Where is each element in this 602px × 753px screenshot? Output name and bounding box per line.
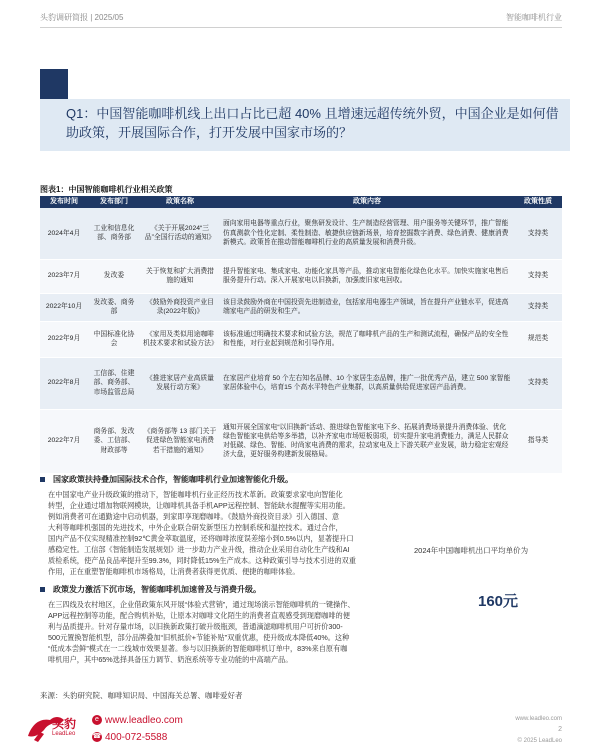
body-line: 大利等咖啡机强国的先进技术，中外企业联合研发新型压力控制系统和温控技术。通过合作， (48, 523, 343, 532)
header-right: 智能咖啡机行业 (506, 13, 562, 22)
body-line: 作用，正在重塑智能咖啡机市场格局，让消费者获得更优质、便捷的咖啡体验。 (48, 567, 300, 576)
header-left: 头豹调研简报 | 2025/05 (40, 13, 124, 22)
cell-type: 支持类 (514, 208, 562, 259)
brand-name: 头豹 (52, 717, 77, 731)
footer-website[interactable] (92, 715, 183, 726)
cell-content: 通知开展全国家电“以旧换新”活动、推进绿色智能家电下乡、拓展消费场景提升消费体验、优化绿色智能家电供给等多举措，以补齐家电市场短板弱项，切实提升家电消费能力，满足人民群众对低碳、绿色、智能、时尚家电消费的需求，拉动家电及上下游关联产业发展，助力稳定宏观经济大盘，更好服务构建新发展格局。 (220, 409, 514, 473)
cell-time: 2022年7月 (40, 409, 88, 473)
section-1-heading (40, 474, 293, 485)
cell-type: 支持类 (514, 259, 562, 293)
policy-table (40, 196, 562, 474)
header-divider (40, 27, 562, 28)
body-line: 国内产品不仅实现精准控制92℃黄金萃取温度，还将咖啡浓度误差缩小到0.5%以内，显著提升口 (48, 534, 354, 543)
cell-time: 2022年8月 (40, 357, 88, 409)
cell-time: 2022年10月 (40, 293, 88, 321)
body-line: 在三四线及农村地区，企业借政策东风开展“体验式营销”，通过现场演示智能咖啡机的一键操作、 (48, 600, 355, 609)
body-line: 例如消费者可在通勤途中启动机器，到家即享现磨咖啡。《鼓励外商投资目录》引入德国、意 (48, 512, 340, 521)
cell-name: 关于恢复和扩大消费措施的通知 (140, 259, 220, 293)
table-row (40, 208, 562, 259)
source-note: 来源：头豹研究院、咖啡知识局、中国海关总署、咖啡爱好者 (40, 691, 243, 700)
cell-type: 支持类 (514, 293, 562, 321)
table-row (40, 321, 562, 357)
question-text: Q1：中国智能咖啡机线上出口占比已超 40% 且增速远超传统外贸，中国企业是如何借助政策，开展国际合作，打开发展中国家市场的？ (66, 106, 559, 140)
cell-name: 《家用及类似用途咖啡机技术要求和试验方法》 (140, 321, 220, 357)
cell-type: 支持类 (514, 357, 562, 409)
col-header-type: 政策性质 (514, 196, 562, 208)
website-text: www.leadleo.com (105, 715, 183, 726)
body-line: 在中国家电产业升级政策的推动下，智能咖啡机行业正经历技术革新。政策要求家电向智能化 (48, 490, 343, 499)
cell-content: 面向家用电器等重点行业，聚焦研发设计、生产制造经营管理、用户服务等关键环节，推广智能仿真测款个性化定制、柔性制造、敏捷供应链新场景，培育挖掘数字消费、绿色消费、健康消费新模式。政策旨在推动智能咖啡机行业的高质量发展和消费升级。 (220, 208, 514, 259)
col-header-content: 政策内容 (220, 196, 514, 208)
side-note-value: 160元 (478, 593, 519, 610)
phone-icon: ☎ (92, 733, 102, 741)
body-line: 质检系统，使产品良品率提升至99.3%，同时降低15%生产成本。这种政策引导与技术引进的双重 (48, 556, 356, 565)
body-line: 感稳定性。工信部《智能制造发展规划》进一步助力产业升级，推动企业采用自动化生产线和AI (48, 545, 350, 554)
section-1-body (48, 489, 410, 577)
web-icon: e (92, 715, 102, 725)
col-header-name: 政策名称 (140, 196, 220, 208)
body-line: “低成本尝鲜”模式在一二线城市效果显著。参与以旧换新的智能咖啡机订单中，83%来自原有咖 (48, 644, 348, 653)
cell-time: 2022年9月 (40, 321, 88, 357)
cell-content: 提升智能家电、集成家电、功能化家具等产品，推动家电智能化绿色化水平。加快实施家电售后服务提升行动。深入开展家电以旧换新，加强废旧家电回收。 (220, 259, 514, 293)
footer-phone (92, 732, 167, 743)
body-line: 啡机用户，其中65%选择具备压力调节、奶泡系统等专业功能的中高端产品。 (48, 655, 293, 664)
table-header-row (40, 196, 562, 208)
cell-name: 《推进家居产业高质量发展行动方案》 (140, 357, 220, 409)
col-header-dept: 发布部门 (88, 196, 140, 208)
cell-content: 在家居产业培育 50 个左右知名品牌、10 个家居生态品牌，推广一批优秀产品，建立 500 家智能家居体验中心，培育15 个高水平特色产业集群，以高质量供给促进家居产品消费。 (220, 357, 514, 409)
phone-text: 400-072-5588 (105, 732, 168, 743)
body-line: 500元置换智能机型，部分品牌叠加“旧机抵价+节能补贴”双重优惠，使升级成本降低40%。这种 (48, 633, 350, 642)
brand-name-en: LeadLeo (52, 731, 76, 737)
body-line: 转型，企业通过增加物联网模块，让咖啡机具备手机APP远程控制、智能缺水提醒等实用功能。 (48, 501, 350, 510)
body-line: 利与品质提升。针对存量市场，以旧换新政策打破升级瓶颈，普通滴滤咖啡机用户可折价300- (48, 622, 343, 631)
cell-type: 规范类 (514, 321, 562, 357)
cell-name: 《关于开展2024“三品”全国行活动的通知》 (140, 208, 220, 259)
cell-dept: 发改委、商务部 (88, 293, 140, 321)
table-row (40, 409, 562, 473)
body-line: APP远程控制等功能，配合购机补贴，让原本对咖啡文化陌生的消费者直观感受到现磨咖啡的便 (48, 611, 350, 620)
cell-dept: 发改委 (88, 259, 140, 293)
col-header-time: 发布时间 (40, 196, 88, 208)
section-2-heading (40, 584, 261, 595)
cell-content: 该标准通过明确技术要求和试验方法，规范了咖啡机产品的生产和测试流程，确保产品的安全性和性能，对行业起到规范和引导作用。 (220, 321, 514, 357)
side-note-label: 2024年中国咖啡机出口平均单价为 (414, 546, 529, 555)
table-row (40, 259, 562, 293)
question-accent-block (40, 69, 68, 99)
cell-name: 《鼓励外商投资产业目录(2022年版)》 (140, 293, 220, 321)
cell-dept: 中国标准化协会 (88, 321, 140, 357)
cell-name: 《商务部等 13 部门关于促进绿色智能家电消费若干措施的通知》 (140, 409, 220, 473)
cell-dept: 商务部、发改委、工信部、财政部等 (88, 409, 140, 473)
cell-dept: 工信部、住建部、商务部、市场监管总局 (88, 357, 140, 409)
cell-dept: 工业和信息化部、商务部 (88, 208, 140, 259)
page-number: 2 (558, 726, 562, 733)
page-header (40, 12, 562, 26)
section-1-title: 国家政策扶持叠加国际技术合作，智能咖啡机行业加速智能化升级。 (53, 475, 293, 484)
section-2-title: 政策发力激活下沉市场，智能咖啡机加速普及与消费升级。 (53, 585, 261, 594)
bullet-square-icon (40, 587, 45, 592)
cell-content: 该目录鼓励外商在中国投资先进制造业，包括家用电器生产领域，旨在提升产业链水平，促进高端家电产品的研发和生产。 (220, 293, 514, 321)
section-2-body (48, 599, 410, 665)
cell-time: 2023年7月 (40, 259, 88, 293)
footer-site-right: www.leadleo.com (515, 716, 562, 722)
table-row (40, 293, 562, 321)
figure-title: 图表1：中国智能咖啡机行业相关政策 (40, 185, 173, 194)
cell-time: 2024年4月 (40, 208, 88, 259)
footer-copyright: © 2025 LeadLeo (517, 738, 562, 744)
table-row (40, 357, 562, 409)
cell-type: 指导类 (514, 409, 562, 473)
bullet-square-icon (40, 477, 45, 482)
